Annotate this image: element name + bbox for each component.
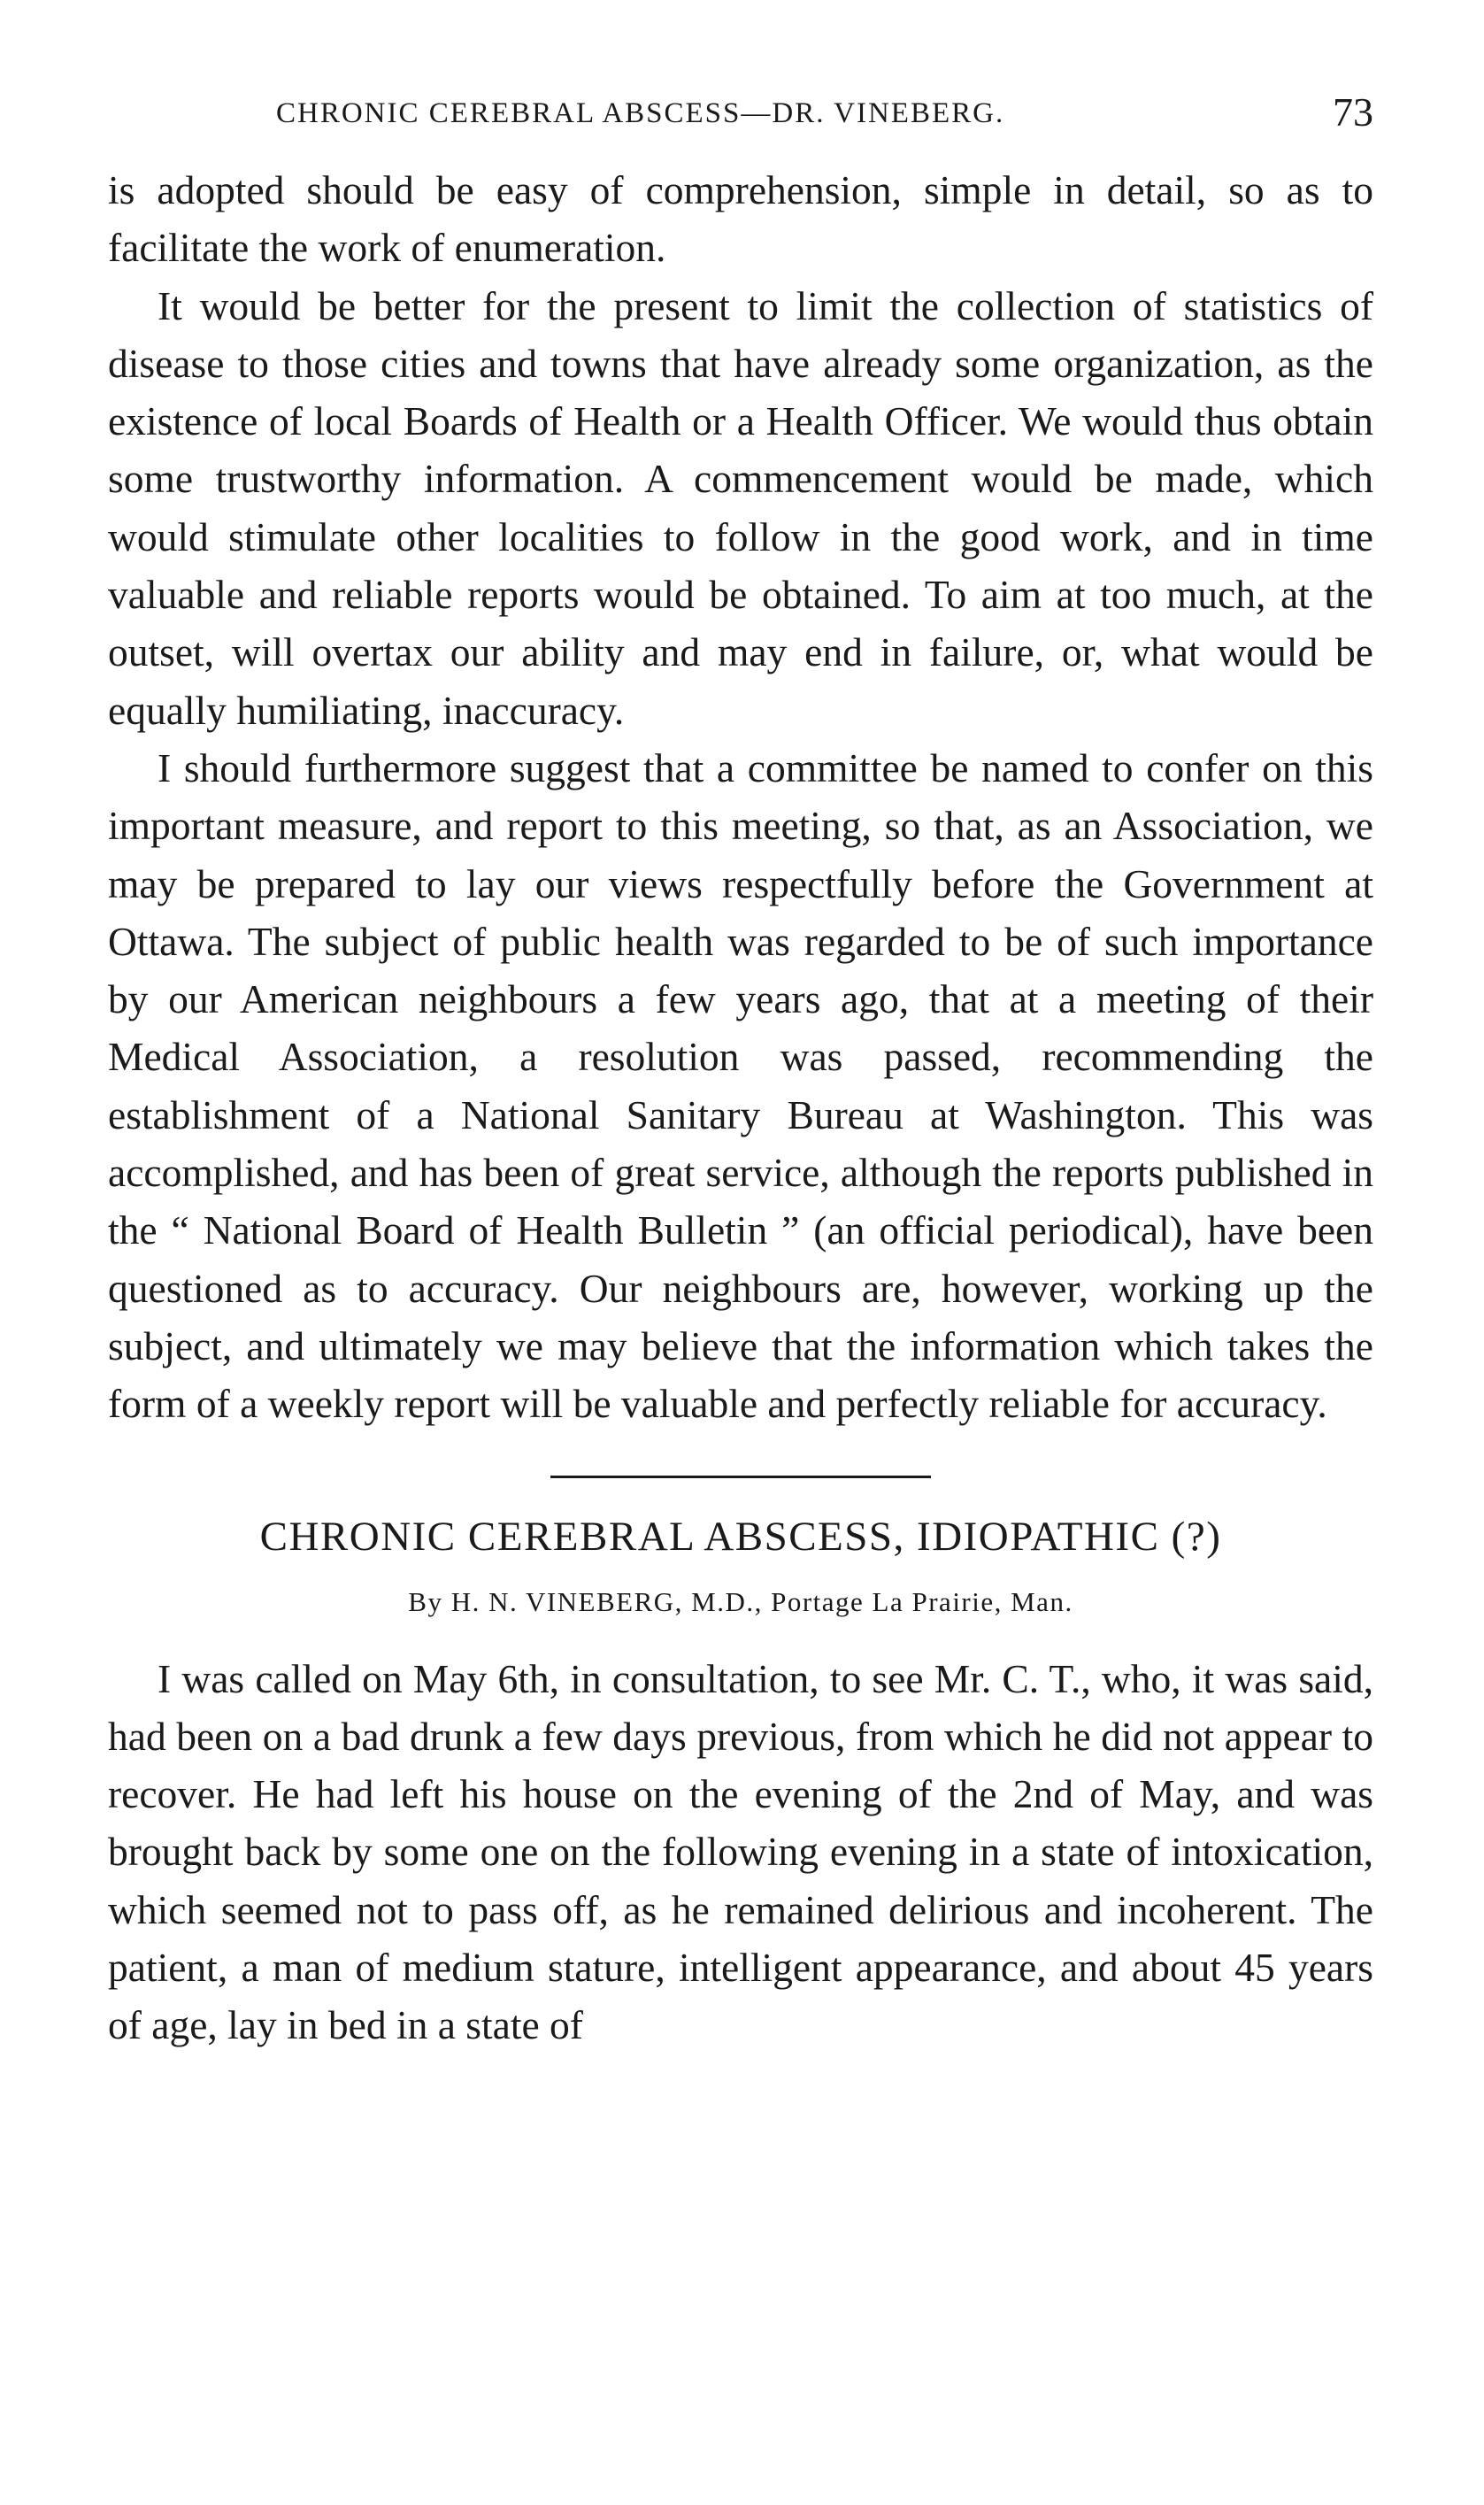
section-divider: [550, 1476, 931, 1478]
paragraph-committee: I should furthermore suggest that a committee be named to confer on this important measure, and report to this meeting, so that, as an Association, we may be prepared to lay our views respectfully before the Government at Ottawa. The subject of public health was regarded to be of such importance by our American neighbours a few years ago, that at a meeting of their Medical Association, a resolution was passed, recommending the establishment of a National Sanitary Bureau at Washington. This was accomplished, and has been of great service, although the reports published in the “ National Board of Health Bulletin ” (an official periodical), have been questioned as to accuracy. Our neighbours are, however, working up the subject, and ultimately we may believe that the information which takes the form of a weekly report will be valuable and perfectly reliable for accuracy.: [108, 744, 1373, 1427]
paragraph-statistics: It would be better for the present to limit the collection of statistics of disease to those cities and towns that have already some organization, as the existence of local Boards of Health or a Health Officer. We would thus obtain some trustworthy information. A commencement would be made, which would stimulate other localities to follow in the good work, and in time valuable and reliable reports would be obtained. To aim at too much, at the outset, will overtax our ability and may end in failure, or, what would be equally humiliating, inaccuracy.: [108, 282, 1373, 733]
article-paragraph: I was called on May 6th, in consultation, to see Mr. C. T., who, it was said, had been on a bad drunk a few days previous, from which he did not appear to recover. He had left his house on the evening of the 2nd of May, and was brought back by some one on the following evening in a state of intoxication, which seemed not to pass off, as he remained delirious and incoherent. The patient, a man of medium stature, intelligent appearance, and about 45 years of age, lay in bed in a state of: [108, 1655, 1373, 2048]
body-text: [108, 161, 1373, 2054]
running-title: CHRONIC CEREBRAL ABSCESS—DR. VINEBERG.: [276, 97, 1005, 129]
running-header: [108, 89, 1373, 142]
article-byline: By H. N. VINEBERG, M.D., Portage La Prairie, Man.: [408, 1585, 1073, 1617]
article-title: CHRONIC CEREBRAL ABSCESS, IDIOPATHIC (?): [259, 1513, 1222, 1560]
paragraph-continued: is adopted should be easy of comprehension, simple in detail, so as to facilitate the work of enumeration.: [108, 167, 1373, 271]
page-number: 73: [1333, 89, 1373, 135]
document-page: [108, 89, 1373, 2054]
